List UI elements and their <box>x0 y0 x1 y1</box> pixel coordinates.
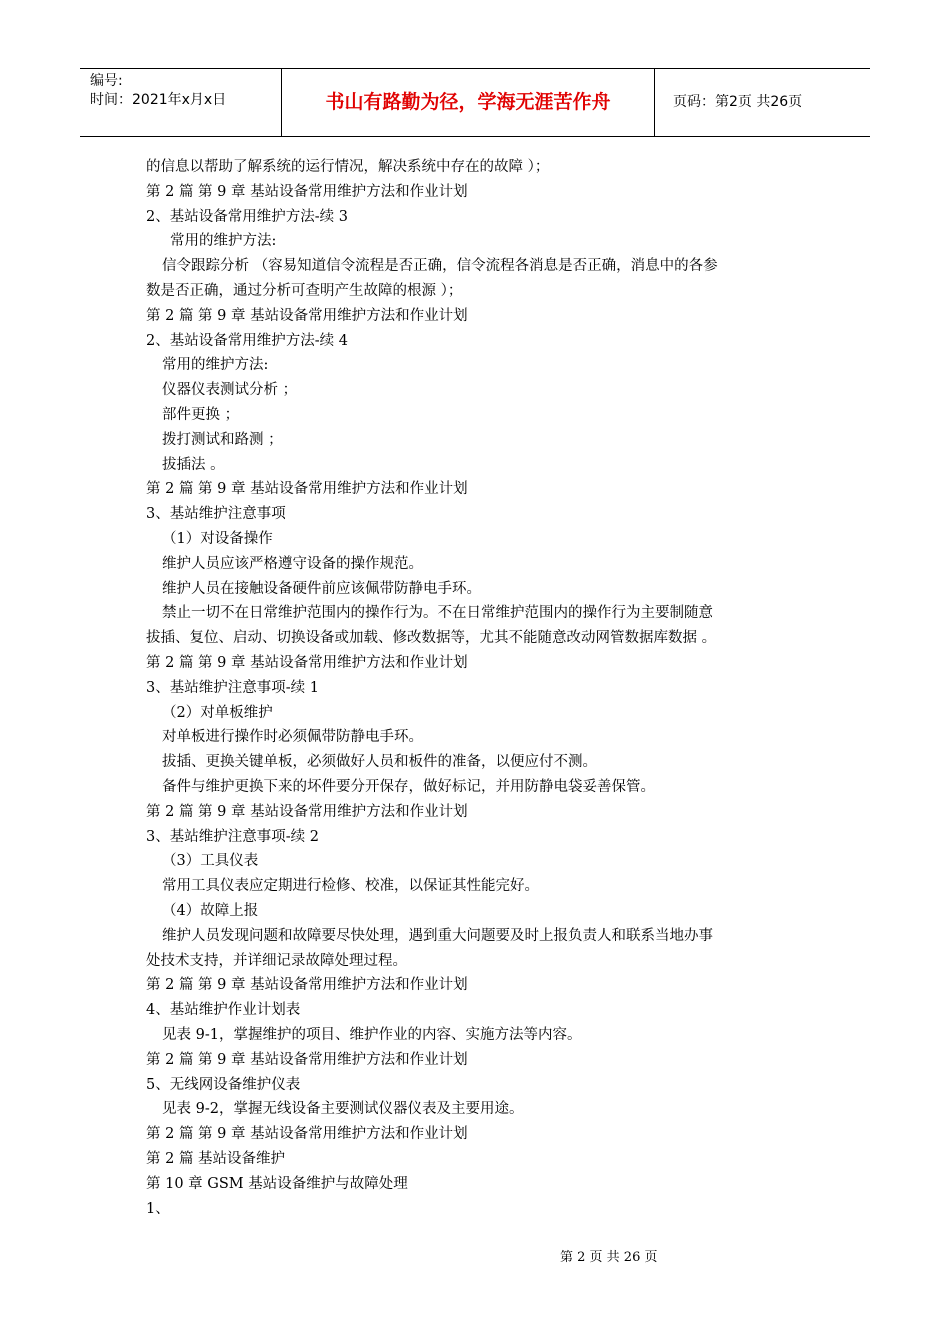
body-line: 处技术支持，并详细记录故障处理过程。 <box>146 952 407 969</box>
chapter-heading: 第 10 章 GSM 基站设备维护与故障处理 <box>146 1175 408 1192</box>
page-header <box>80 68 870 137</box>
section-heading: 1、 <box>146 1200 170 1217</box>
date-label: 时间：2021年x月x日 <box>90 92 227 108</box>
section-heading: 4、基站维护作业计划表 <box>146 1002 301 1019</box>
section-heading: 5、无线网设备维护仪表 <box>146 1076 301 1093</box>
section-heading: 2、基站设备常用维护方法-续 3 <box>146 208 348 225</box>
body-line: 仪器仪表测试分析 ； <box>162 382 298 399</box>
body-line: 数是否正确，通过分析可查明产生故障的根源 ）； <box>146 283 463 299</box>
body-line: 禁止一切不在日常维护范围内的操作行为。不在日常维护范围内的操作行为主要制随意 <box>162 605 713 622</box>
subsection-heading: （1）对设备操作 <box>162 531 273 547</box>
chapter-heading: 第 2 篇 第 9 章 基站设备常用维护方法和作业计划 <box>146 183 468 200</box>
body-line: 信令跟踪分析 （容易知道信令流程是否正确，信令流程各消息是否正确，消息中的各参 <box>162 258 718 275</box>
body-line: 常用的维护方法: <box>162 357 269 374</box>
section-heading: 3、基站维护注意事项-续 1 <box>146 679 319 696</box>
body-line: 部件更换 ； <box>162 407 240 423</box>
body-line: 见表 9-1，掌握维护的项目、维护作业的内容、实施方法等内容。 <box>162 1027 582 1043</box>
header-motto: 书山有路勤为径，学海无涯苦作舟 <box>282 69 655 136</box>
chapter-heading: 第 2 篇 第 9 章 基站设备常用维护方法和作业计划 <box>146 1126 468 1143</box>
chapter-heading: 第 2 篇 第 9 章 基站设备常用维护方法和作业计划 <box>146 977 468 994</box>
page-footer: 第 2 页 共 26 页 <box>560 1250 658 1265</box>
section-heading: 2、基站设备常用维护方法-续 4 <box>146 332 348 349</box>
subsection-heading: （2）对单板维护 <box>162 704 273 721</box>
header-page-info: 页码：第2页 共26页 <box>673 94 803 110</box>
chapter-heading: 第 2 篇 第 9 章 基站设备常用维护方法和作业计划 <box>146 481 468 498</box>
body-line: 常用工具仪表应定期进行检修、校准，以保证其性能完好。 <box>162 878 539 895</box>
section-heading: 3、基站维护注意事项-续 2 <box>146 828 319 845</box>
body-line: 维护人员应该严格遵守设备的操作规范。 <box>162 555 423 572</box>
document-number-label: 编号: <box>90 73 123 89</box>
body-line: 拨打测试和路测 ； <box>162 431 283 448</box>
part-heading: 第 2 篇 基站设备维护 <box>146 1151 286 1167</box>
body-line: 见表 9-2，掌握无线设备主要测试仪器仪表及主要用途。 <box>162 1101 524 1118</box>
body-line: 拔插法 。 <box>162 456 225 473</box>
body-line: 备件与维护更换下来的坏件要分开保存，做好标记，并用防静电袋妥善保管。 <box>162 779 655 795</box>
chapter-heading: 第 2 篇 第 9 章 基站设备常用维护方法和作业计划 <box>146 307 468 324</box>
body-line: 拔插、更换关键单板，必须做好人员和板件的准备，以便应付不测。 <box>162 754 597 771</box>
body-line: 拔插、复位、启动、切换设备或加载、修改数据等，尤其不能随意改动网管数据库数据 。 <box>146 630 717 647</box>
subsection-heading: （3）工具仪表 <box>162 853 259 870</box>
section-heading: 3、基站维护注意事项 <box>146 506 286 523</box>
chapter-heading: 第 2 篇 第 9 章 基站设备常用维护方法和作业计划 <box>146 655 468 671</box>
chapter-heading: 第 2 篇 第 9 章 基站设备常用维护方法和作业计划 <box>146 1051 468 1068</box>
body-line: 维护人员发现问题和故障要尽快处理，遇到重大问题要及时上报负责人和联系当地办事 <box>162 927 713 944</box>
body-line: 维护人员在接触设备硬件前应该佩带防静电手环。 <box>162 580 481 597</box>
body-line: 的信息以帮助了解系统的运行情况，解决系统中存在的故障 ）； <box>146 159 550 175</box>
body-line: 对单板进行操作时必须佩带防静电手环。 <box>162 729 423 746</box>
header-meta-cell <box>80 69 282 136</box>
subsection-heading: （4）故障上报 <box>162 903 259 919</box>
body-line: 常用的维护方法: <box>170 233 277 250</box>
chapter-heading: 第 2 篇 第 9 章 基站设备常用维护方法和作业计划 <box>146 803 468 820</box>
